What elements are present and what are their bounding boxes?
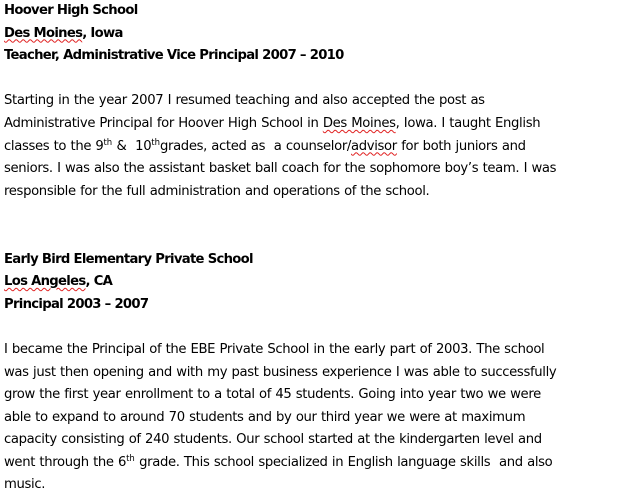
blank-line [4, 316, 628, 339]
spellcheck-word[interactable]: Des Moines [322, 115, 396, 131]
location-rest: , CA [85, 274, 113, 290]
text-run: & 10 [112, 138, 152, 154]
document-body[interactable] [4, 0, 628, 497]
paragraph-line: able to expand to around 70 students and by our third year we were at maximum [4, 409, 526, 425]
paragraph-line: music. [4, 477, 46, 493]
text-run: classes to the 9 [4, 138, 104, 154]
school-location [4, 23, 628, 46]
spellcheck-word[interactable]: Des Moines [4, 25, 83, 41]
paragraph-line [4, 113, 628, 136]
school-name-text: Hoover High School [4, 3, 138, 18]
text-run: went through the 6 [4, 454, 127, 470]
job-title-text: Teacher, Administrative Vice Principal 2007 – 2010 [4, 48, 344, 64]
paragraph-line: I became the Principal of the EBE Private School in the early part of 2003. The school [4, 341, 545, 357]
paragraph [4, 339, 628, 497]
job-title [4, 294, 628, 317]
text-run: for both juniors and [396, 138, 526, 154]
superscript: th [151, 137, 160, 148]
paragraph-line: seniors. I was also the assistant basket ball coach for the sophomore boy’s team. I was [4, 161, 557, 177]
spellcheck-word[interactable]: advisor [351, 138, 397, 154]
paragraph-line: grow the first year enrollment to a total of 45 students. Going into year two we were [4, 387, 541, 403]
location-rest: , Iowa [82, 25, 123, 41]
paragraph-line [4, 452, 628, 475]
spellcheck-word[interactable]: Los Angeles [4, 274, 86, 290]
blank-line [4, 68, 628, 91]
school-location [4, 271, 628, 294]
paragraph-line: was just then opening and with my past business experience I was able to successfully [4, 364, 557, 380]
paragraph-line: responsible for the full administration and operations of the school. [4, 183, 430, 199]
blank-line [4, 203, 628, 226]
text-run: , Iowa. I taught English [395, 115, 541, 131]
school-name-text: Early Bird Elementary Private School [4, 251, 253, 267]
paragraph [4, 90, 628, 203]
superscript: th [126, 453, 135, 464]
blank-line [4, 226, 628, 249]
job-title-text: Principal 2003 – 2007 [4, 296, 149, 312]
text-run: grade. This school specialized in English language skills and also [134, 454, 553, 470]
text-run: grades, acted as a counselor/ [159, 138, 352, 154]
school-name [4, 0, 628, 23]
school-name [4, 249, 628, 272]
superscript: th [103, 137, 113, 148]
job-title [4, 45, 628, 68]
paragraph-line: capacity consisting of 240 students. Our school started at the kindergarten level and [4, 432, 542, 448]
text-run: Administrative Principal for Hoover High School in [4, 115, 323, 131]
paragraph-line [4, 136, 628, 159]
paragraph-line: Starting in the year 2007 I resumed teaching and also accepted the post as [4, 93, 485, 109]
